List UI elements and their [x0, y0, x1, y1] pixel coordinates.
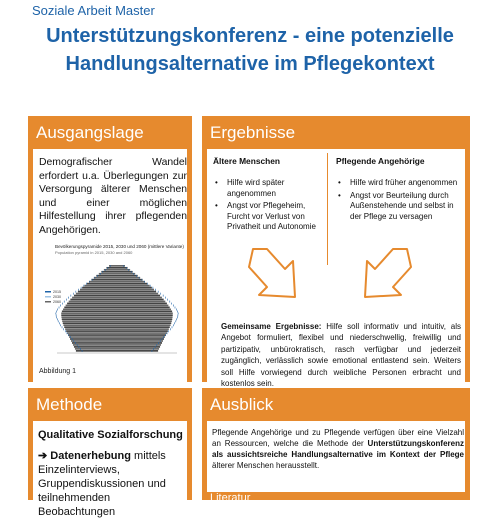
pyramid-bar — [89, 281, 117, 283]
pyramid-bar — [117, 303, 167, 305]
ausgangslage-body — [33, 149, 187, 382]
arrow-right-icon: ➔ — [38, 450, 48, 462]
pyramid-bar — [64, 326, 117, 328]
pyramid-bar — [117, 309, 171, 311]
pyramid-bar — [91, 279, 117, 281]
pyramid-bar — [117, 324, 171, 326]
pyramid-bar — [117, 320, 172, 322]
ausgangslage-heading: Ausgangslage — [36, 123, 144, 142]
pyramid-bar — [117, 318, 172, 320]
pyramid-bar — [72, 342, 117, 344]
ergebnisse-body — [207, 149, 465, 389]
pyramid-bar — [64, 307, 117, 309]
literatur-heading: Literatur — [210, 492, 251, 504]
methode-subheading: Qualitative Sozialforschung — [38, 429, 183, 441]
pyramid-bar — [117, 295, 160, 297]
poster-title: Unterstützungskonferenz - eine potenzielle Handlungsalternative im Pflegekontext — [46, 25, 454, 75]
arrow-down-right-icon — [247, 247, 305, 305]
pflegende-angehoerige-list — [336, 178, 461, 224]
gemeinsame-ergebnisse-text — [221, 321, 461, 389]
pyramid-bar — [62, 310, 117, 312]
pyramid-bar — [67, 332, 117, 334]
figure-subtitle: Population pyramid in 2015, 2030 and 2060 — [55, 250, 133, 255]
pyramid-bar — [74, 295, 117, 297]
pyramid-bar — [117, 273, 135, 275]
pyramid-bar — [117, 316, 173, 318]
pyramid-bar — [104, 269, 117, 271]
pyramid-bar — [63, 324, 117, 326]
pyramid-bar — [117, 307, 170, 309]
pyramid-bar — [117, 332, 167, 334]
methode-body — [33, 421, 187, 518]
pyramid-bar — [65, 328, 117, 330]
pyramid-bar — [117, 287, 152, 289]
pyramid-bar — [117, 310, 172, 312]
pyramid-bar — [117, 326, 170, 328]
methode-panel — [28, 388, 192, 518]
pyramid-bar — [80, 289, 117, 291]
legend-label: 2015 — [53, 290, 61, 294]
pyramid-bar — [68, 334, 117, 336]
pyramid-bar — [72, 297, 117, 299]
pyramid-bar — [74, 346, 117, 348]
pyramid-bar — [117, 301, 165, 303]
pyramid-bar — [78, 291, 117, 293]
ergebnisse-heading: Ergebnisse — [210, 123, 296, 142]
list-item: • Hilfe wird später angenommen — [213, 178, 328, 199]
pyramid-bar — [117, 285, 150, 287]
pyramid-bar — [63, 322, 117, 324]
population-pyramid-figure — [37, 255, 191, 361]
list-item: • Angst vor Pflegeheim, Furcht vor Verlust von Privatheit und Autonomie — [213, 201, 328, 233]
pyramid-bar — [76, 293, 117, 295]
aeltere-menschen-list — [213, 178, 328, 235]
pyramid-bar — [117, 340, 163, 342]
pyramid-bar — [73, 344, 117, 346]
pyramid-bar — [117, 344, 161, 346]
figure-legend — [45, 290, 61, 304]
ausgangslage-text: Demografischer Wandel erfordert u.a. Überlegungen zur Versorgung älterer Menschen und einer möglichen Hilfestellung ihrer pflegenden Angehörigen. — [39, 157, 187, 236]
program-label: Soziale Arbeit Master — [32, 3, 155, 18]
pyramid-bar — [117, 334, 166, 336]
pyramid-bar — [117, 281, 145, 283]
pyramid-bar — [82, 287, 117, 289]
pyramid-bar — [61, 312, 117, 314]
pyramid-bar — [117, 322, 171, 324]
list-item: • Angst vor Beurteilung durch Außenstehende und selbst in der Pflege zu versagen — [336, 191, 461, 223]
pyramid-bar — [67, 303, 117, 305]
pyramid-bar — [99, 273, 117, 275]
pyramid-bar — [69, 336, 117, 338]
pyramid-bar — [117, 289, 154, 291]
pyramid-bar — [117, 338, 164, 340]
pyramid-bar — [87, 283, 117, 285]
pyramid-bar — [61, 314, 117, 316]
pyramid-bar — [96, 275, 117, 277]
pyramid-bar — [117, 283, 147, 285]
pyramid-bar — [117, 275, 138, 277]
pyramid-bar — [70, 338, 117, 340]
gemeinsame-ergebnisse-label: Gemeinsame Ergebnisse: — [221, 322, 322, 331]
pyramid-bar — [94, 277, 117, 279]
pyramid-bar — [62, 318, 117, 320]
pyramid-bar — [66, 305, 117, 307]
ausblick-body — [207, 421, 465, 500]
ergebnisse-panel — [202, 116, 470, 389]
pyramid-bar — [117, 346, 160, 348]
methode-item-label: Datenerhebung — [50, 450, 131, 462]
pyramid-bar — [62, 320, 117, 322]
pyramid-bar — [117, 305, 168, 307]
pyramid-bar — [63, 309, 117, 311]
pyramid-bar — [66, 330, 117, 332]
legend-label: 2060 — [53, 300, 61, 304]
pyramid-bar — [117, 336, 165, 338]
pyramid-bar — [117, 277, 140, 279]
pyramid-bar — [117, 297, 162, 299]
pyramid-bar — [117, 314, 173, 316]
arrow-down-left-icon — [355, 247, 413, 305]
methode-item — [38, 449, 188, 519]
literatur-panel — [202, 492, 470, 504]
pyramid-bar — [84, 285, 117, 287]
pyramid-bar — [70, 299, 117, 301]
ausblick-text-end: älterer Menschen herausstellt. — [212, 461, 320, 470]
pyramid-bar — [117, 291, 156, 293]
methode-heading: Methode — [36, 395, 103, 414]
pyramid-bar — [69, 301, 117, 303]
pyramid-bar — [117, 348, 159, 350]
pyramid-bar — [71, 340, 117, 342]
pyramid-bar — [101, 271, 117, 273]
ausblick-text-highlight: Unterstützungskonferenz als aussichtsreiche Handlungsalternative im Kontext der Pflege — [212, 439, 464, 459]
figure-title: Bevölkerungspyramide 2015, 2030 und 2060 (mittlere Variante) — [55, 244, 184, 249]
pflegende-angehoerige-heading: Pflegende Angehörige — [336, 156, 425, 166]
methode-item-text: mittels Einzelinterviews, Gruppendiskussionen und teilnehmenden Beobachtungen — [38, 450, 166, 518]
pyramid-bar — [117, 279, 143, 281]
pyramid-bar — [117, 330, 168, 332]
ausblick-text-start: Pflegende Angehörige und zu Pflegende verfügen über eine Vielzahl an Ressourcen, welche die Methode der — [212, 428, 464, 448]
pyramid-bar — [117, 293, 158, 295]
pyramid-bar — [117, 342, 162, 344]
ausblick-text — [212, 427, 464, 471]
aeltere-menschen-heading: Ältere Menschen — [213, 156, 281, 166]
pyramid-bar — [117, 312, 173, 314]
ausgangslage-panel — [28, 116, 192, 382]
pyramid-bar — [117, 271, 133, 273]
ausblick-panel — [202, 388, 470, 500]
pyramid-bar — [75, 348, 117, 350]
pyramid-bar — [61, 316, 117, 318]
legend-label: 2030 — [53, 295, 61, 299]
pyramid-bar — [117, 299, 164, 301]
gemeinsame-ergebnisse-body: Hilfe soll informativ und intuitiv, als Angebot formuliert, flexibel und niederschwellig, freiwillig und partizipativ, unbürokratisch, rasch verfügbar und jederzeit zugänglich, verlässlich sowie emotional entlastend sein. Weiters soll Hilfe vorwiegend durch weibliche Personen erbracht und kostenlos sein. — [221, 322, 461, 389]
pyramid-bar — [117, 328, 169, 330]
pyramid-bar — [117, 269, 130, 271]
ausblick-heading: Ausblick — [210, 395, 274, 414]
figure-caption: Abbildung 1 — [39, 368, 76, 375]
list-item: • Hilfe wird früher angenommen — [336, 178, 461, 189]
